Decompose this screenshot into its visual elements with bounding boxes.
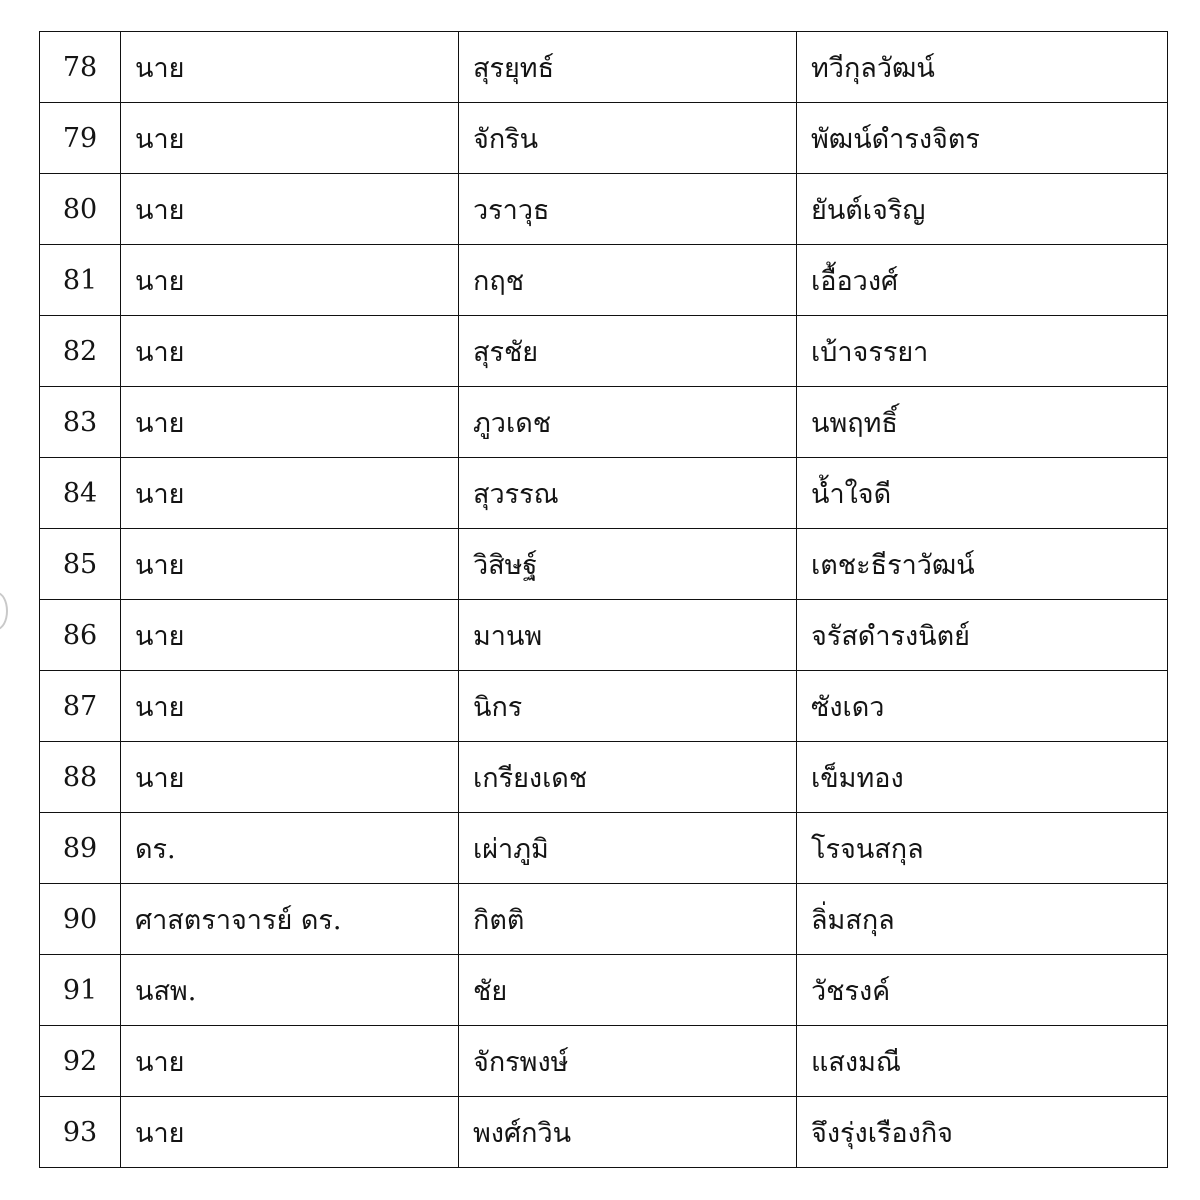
title-cell: นาย: [121, 529, 459, 600]
title-cell: นาย: [121, 32, 459, 103]
title-cell: นาย: [121, 671, 459, 742]
row-number-cell: 87: [40, 671, 121, 742]
last-name-cell: นพฤทธิ์: [797, 387, 1168, 458]
first-name-cell: ภูวเดช: [459, 387, 797, 458]
first-name-cell: จักริน: [459, 103, 797, 174]
title-cell: นสพ.: [121, 955, 459, 1026]
table-row: [40, 955, 1168, 1026]
row-number-cell: 88: [40, 742, 121, 813]
title-cell: นาย: [121, 245, 459, 316]
last-name-cell: เบ้าจรรยา: [797, 316, 1168, 387]
table-row: [40, 316, 1168, 387]
row-number-cell: 80: [40, 174, 121, 245]
row-number-cell: 91: [40, 955, 121, 1026]
title-cell: นาย: [121, 1026, 459, 1097]
row-number-cell: 83: [40, 387, 121, 458]
name-list-table: [39, 31, 1168, 1168]
first-name-cell: สุวรรณ: [459, 458, 797, 529]
last-name-cell: โรจนสกุล: [797, 813, 1168, 884]
title-cell: นาย: [121, 316, 459, 387]
last-name-cell: พัฒน์ดำรงจิตร: [797, 103, 1168, 174]
title-cell: ดร.: [121, 813, 459, 884]
row-number-cell: 90: [40, 884, 121, 955]
table-row: [40, 1026, 1168, 1097]
last-name-cell: ทวีกุลวัฒน์: [797, 32, 1168, 103]
table-body: [40, 32, 1168, 1168]
title-cell: ศาสตราจารย์ ดร.: [121, 884, 459, 955]
table-row: [40, 529, 1168, 600]
last-name-cell: จรัสดำรงนิตย์: [797, 600, 1168, 671]
last-name-cell: ลิ่มสกุล: [797, 884, 1168, 955]
table-row: [40, 245, 1168, 316]
table-row: [40, 813, 1168, 884]
row-number-cell: 82: [40, 316, 121, 387]
last-name-cell: วัชรงค์: [797, 955, 1168, 1026]
table-row: [40, 174, 1168, 245]
first-name-cell: วิสิษฐ์: [459, 529, 797, 600]
first-name-cell: กฤช: [459, 245, 797, 316]
table-row: [40, 884, 1168, 955]
title-cell: นาย: [121, 174, 459, 245]
title-cell: นาย: [121, 600, 459, 671]
table-row: [40, 103, 1168, 174]
title-cell: นาย: [121, 103, 459, 174]
first-name-cell: มานพ: [459, 600, 797, 671]
table-row: [40, 600, 1168, 671]
last-name-cell: ยันต์เจริญ: [797, 174, 1168, 245]
first-name-cell: เกรียงเดช: [459, 742, 797, 813]
row-number-cell: 79: [40, 103, 121, 174]
first-name-cell: ชัย: [459, 955, 797, 1026]
row-number-cell: 78: [40, 32, 121, 103]
first-name-cell: วราวุธ: [459, 174, 797, 245]
first-name-cell: สุรชัย: [459, 316, 797, 387]
row-number-cell: 86: [40, 600, 121, 671]
table-row: [40, 458, 1168, 529]
first-name-cell: สุรยุทธ์: [459, 32, 797, 103]
last-name-cell: จึงรุ่งเรืองกิจ: [797, 1097, 1168, 1168]
last-name-cell: เอื้อวงศ์: [797, 245, 1168, 316]
row-number-cell: 89: [40, 813, 121, 884]
scanner-edge-mark: [0, 592, 8, 630]
row-number-cell: 84: [40, 458, 121, 529]
first-name-cell: เผ่าภูมิ: [459, 813, 797, 884]
first-name-cell: กิตติ: [459, 884, 797, 955]
last-name-cell: น้ำใจดี: [797, 458, 1168, 529]
row-number-cell: 85: [40, 529, 121, 600]
first-name-cell: นิกร: [459, 671, 797, 742]
title-cell: นาย: [121, 387, 459, 458]
last-name-cell: เข็มทอง: [797, 742, 1168, 813]
last-name-cell: เตชะธีราวัฒน์: [797, 529, 1168, 600]
table-row: [40, 387, 1168, 458]
title-cell: นาย: [121, 1097, 459, 1168]
title-cell: นาย: [121, 458, 459, 529]
first-name-cell: พงศ์กวิน: [459, 1097, 797, 1168]
table-row: [40, 32, 1168, 103]
last-name-cell: แสงมณี: [797, 1026, 1168, 1097]
last-name-cell: ซังเดว: [797, 671, 1168, 742]
first-name-cell: จักรพงษ์: [459, 1026, 797, 1097]
table-row: [40, 671, 1168, 742]
row-number-cell: 92: [40, 1026, 121, 1097]
row-number-cell: 81: [40, 245, 121, 316]
row-number-cell: 93: [40, 1097, 121, 1168]
title-cell: นาย: [121, 742, 459, 813]
table-row: [40, 1097, 1168, 1168]
table-row: [40, 742, 1168, 813]
